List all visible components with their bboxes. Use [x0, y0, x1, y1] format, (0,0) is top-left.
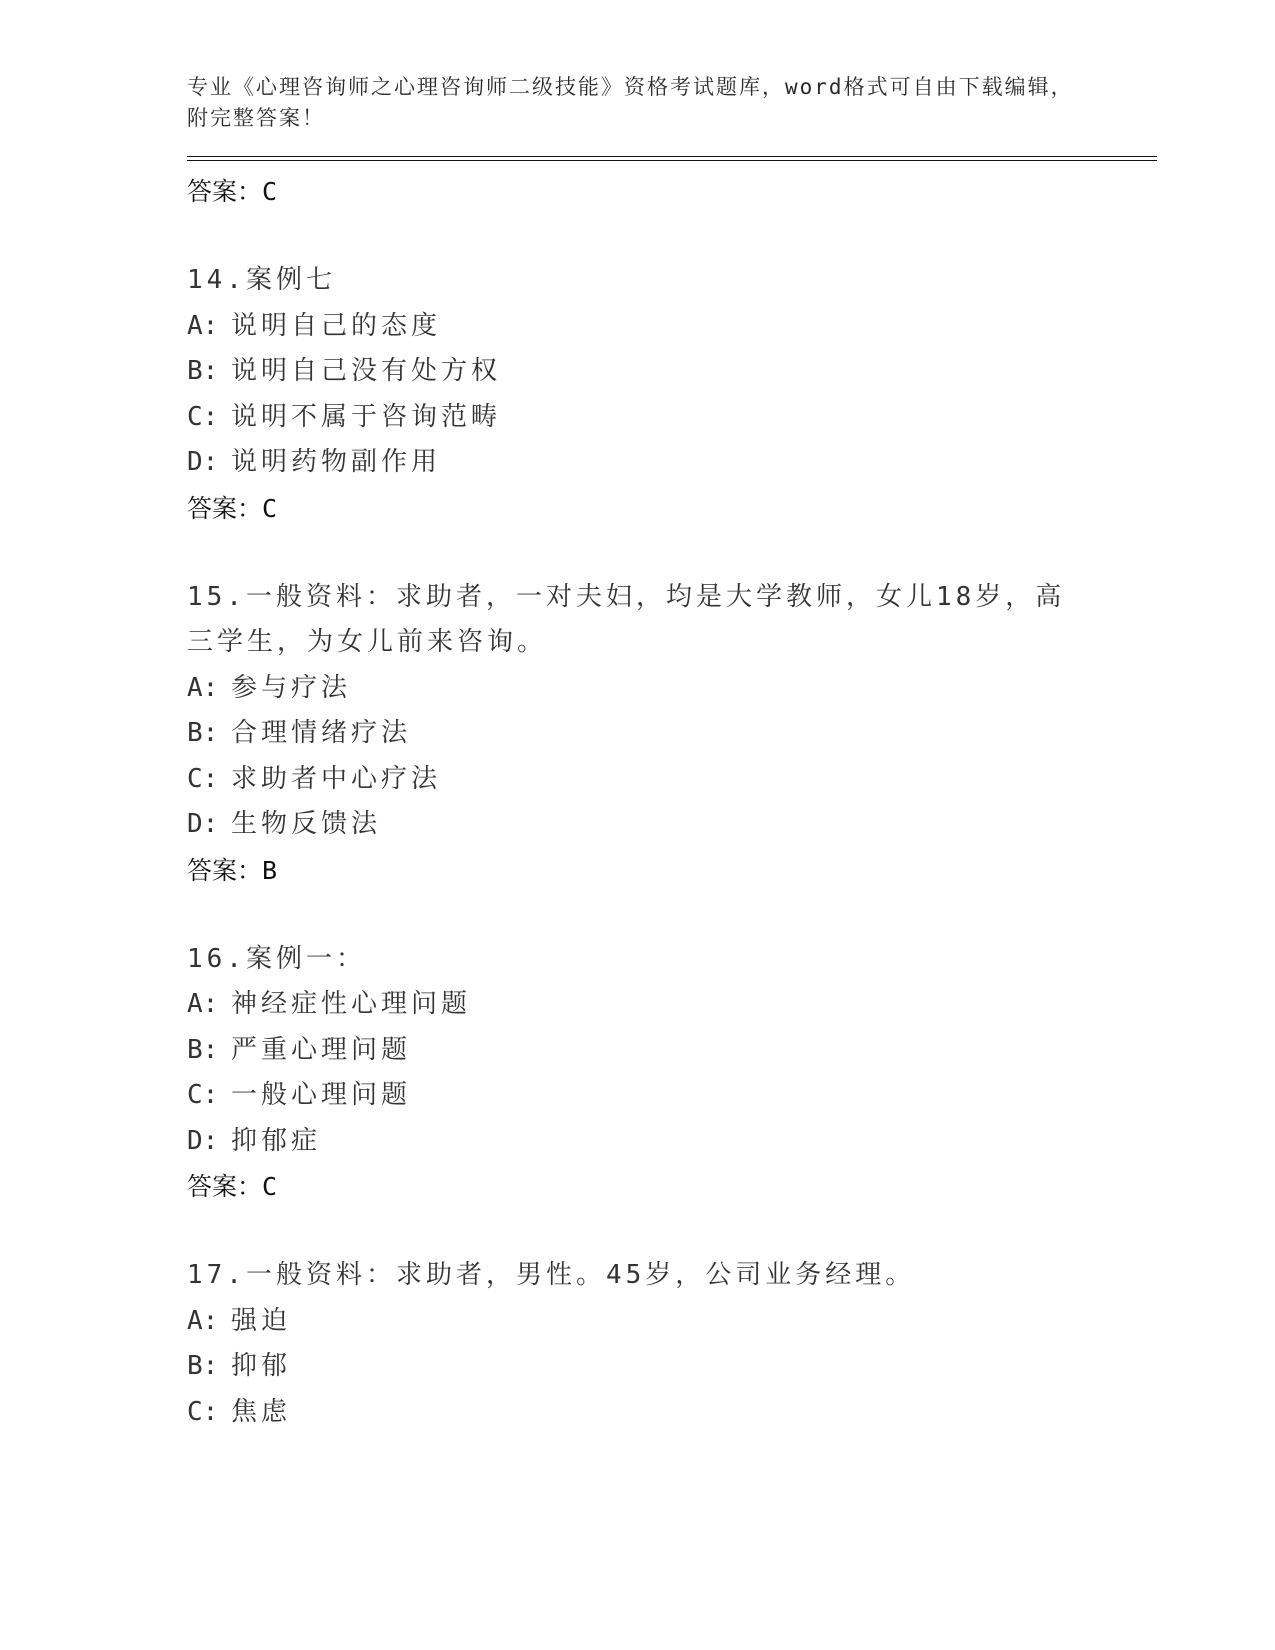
option-a [187, 304, 1157, 350]
question-stem: 14.案例七 [187, 265, 336, 295]
question-16 [187, 937, 1157, 1210]
question-stem: 15.一般资料：求助者，一对夫妇，均是大学教师，女儿18岁，高三学生，为女儿前来咨询。 [187, 581, 1066, 657]
question-14 [187, 258, 1157, 531]
option-letter: B: [187, 718, 219, 748]
option-text: 说明药物副作用 [231, 447, 442, 477]
option-d [187, 1119, 1157, 1165]
question-answer [187, 486, 1157, 531]
option-text: 求助者中心疗法 [231, 763, 442, 794]
option-text: 说明自己的态度 [231, 310, 442, 341]
option-b [187, 711, 1157, 757]
option-d [187, 440, 1157, 486]
option-a [187, 666, 1157, 712]
option-letter: D: [187, 809, 219, 839]
option-letter: C: [187, 1396, 219, 1427]
option-text: 说明不属于咨询范畴 [231, 401, 502, 432]
option-letter: A: [187, 310, 219, 341]
option-text: 焦虑 [231, 1396, 292, 1427]
option-d [187, 802, 1157, 848]
option-letter: A: [187, 1305, 219, 1336]
option-c [187, 757, 1157, 803]
option-letter: D: [187, 1125, 219, 1156]
option-letter: B: [187, 1034, 219, 1065]
question-answer [187, 1164, 1157, 1209]
question-stem: 16.案例一： [187, 943, 366, 974]
option-text: 说明自己没有处方权 [231, 356, 502, 386]
answer-value: C [262, 177, 278, 206]
document-page [187, 72, 1157, 1435]
option-letter: C: [187, 763, 219, 794]
document-header: 专业《心理咨询师之心理咨询师二级技能》资格考试题库，word格式可自由下载编辑，附完整答案！ [187, 75, 1074, 130]
option-c [187, 395, 1157, 441]
option-text: 强迫 [231, 1305, 292, 1336]
option-text: 抑郁症 [231, 1125, 322, 1156]
answer-value: B [262, 855, 278, 885]
previous-answer [187, 169, 1157, 214]
answer-label: 答案： [187, 1172, 263, 1201]
option-b [187, 1344, 1157, 1390]
option-letter: A: [187, 989, 219, 1019]
option-text: 一般心理问题 [231, 1080, 412, 1110]
option-letter: A: [187, 672, 219, 703]
option-letter: C: [187, 401, 219, 432]
option-c [187, 1390, 1157, 1436]
header-divider [187, 156, 1157, 161]
question-answer [187, 848, 1157, 893]
option-a [187, 1299, 1157, 1345]
option-text: 参与疗法 [231, 672, 352, 703]
option-text: 神经症性心理问题 [231, 989, 472, 1019]
option-c [187, 1073, 1157, 1119]
answer-value: C [262, 1172, 278, 1201]
option-letter: B: [187, 356, 219, 386]
answer-label: 答案： [187, 855, 263, 885]
question-17 [187, 1253, 1157, 1435]
option-letter: B: [187, 1351, 219, 1381]
question-15 [187, 575, 1157, 893]
option-text: 生物反馈法 [231, 809, 382, 839]
option-b [187, 1028, 1157, 1074]
option-b [187, 349, 1157, 395]
option-text: 合理情绪疗法 [231, 718, 412, 748]
answer-value: C [262, 493, 278, 523]
answer-label: 答案： [187, 493, 263, 523]
question-stem: 17.一般资料：求助者，男性。45岁，公司业务经理。 [187, 1260, 916, 1290]
option-text: 抑郁 [231, 1351, 292, 1381]
option-text: 严重心理问题 [231, 1034, 412, 1065]
option-a [187, 982, 1157, 1028]
answer-label: 答案： [187, 177, 263, 206]
option-letter: C: [187, 1080, 219, 1110]
option-letter: D: [187, 447, 219, 477]
